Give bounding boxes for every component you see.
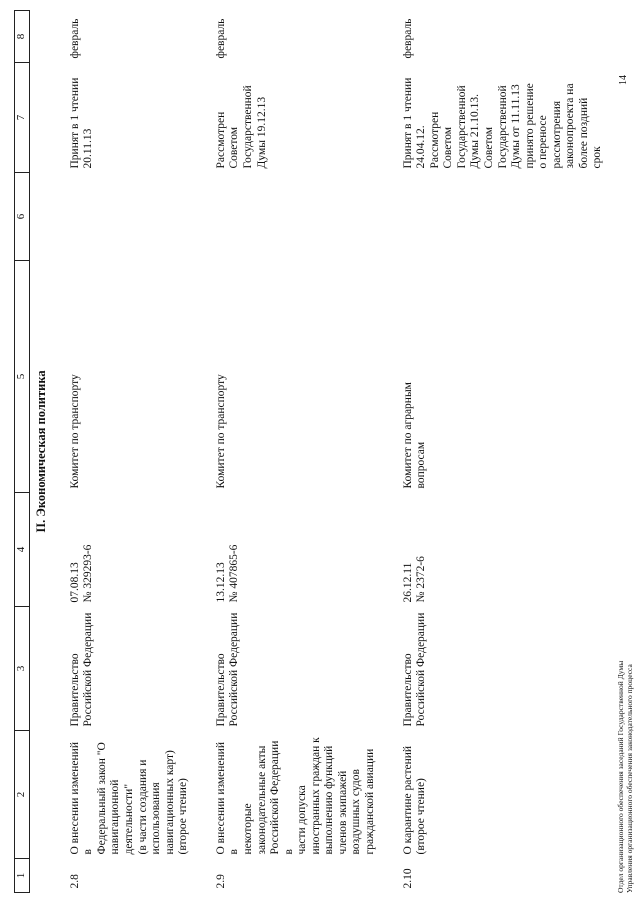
- text-line: о переносе: [537, 115, 550, 169]
- text-line: Комитет по транспорту: [68, 374, 81, 489]
- responsible-committee: [201, 261, 388, 493]
- text-line: Рассмотрен: [428, 111, 441, 169]
- text-line: № 2372-6: [415, 556, 428, 603]
- text-line: Комитет по транспорту: [214, 374, 227, 489]
- text-line: рассмотрения: [550, 100, 563, 169]
- column-6-cell: [388, 173, 615, 261]
- text-line: Комитет по аграрным: [401, 382, 414, 489]
- bill-title: [201, 731, 388, 859]
- text-line: Думы от 11.11.13: [510, 84, 523, 169]
- text-line: Правительство: [68, 653, 81, 727]
- text-line: Правительство: [214, 653, 227, 727]
- text-line: части допуска: [296, 785, 309, 855]
- row-number: 2.8: [68, 874, 81, 889]
- responsible-committee: [388, 261, 615, 493]
- text-line: Государственной: [496, 85, 509, 169]
- text-line: № 329293-6: [82, 544, 95, 603]
- text-line: деятельности": [123, 783, 135, 855]
- text-line: Советом: [482, 126, 495, 169]
- text-line: более поздний: [577, 97, 590, 169]
- table-row: [55, 11, 201, 893]
- column-number: 4: [15, 493, 30, 607]
- text-line: законопроекта на: [564, 83, 577, 169]
- text-line: Федеральный закон "О: [95, 742, 108, 855]
- column-6-cell: [201, 173, 388, 261]
- text-line: использования: [150, 782, 163, 855]
- planned-month: февраль: [214, 18, 227, 59]
- text-line: членов экипажей: [336, 770, 349, 855]
- text-line: Рассмотрен: [214, 111, 227, 169]
- text-line: Думы 21.10.13.: [469, 94, 482, 169]
- text-line: законодательные акты: [255, 745, 268, 855]
- text-line: О внесении изменений в: [214, 742, 241, 855]
- text-line: Думы 19.12.13: [255, 96, 268, 169]
- planned-month: февраль: [401, 18, 414, 59]
- text-line: вопросам: [415, 441, 428, 489]
- text-line: некоторые: [241, 803, 254, 855]
- text-line: Государственной: [455, 85, 468, 169]
- text-line: Российской Федерации в: [269, 740, 295, 855]
- column-number: 6: [15, 173, 30, 261]
- column-number: 3: [15, 607, 30, 731]
- text-line: гражданской авиации: [364, 748, 376, 855]
- text-line: 20.11.13: [82, 128, 95, 169]
- text-line: навигационной: [109, 779, 122, 855]
- text-line: принято решение: [523, 83, 536, 169]
- planned-month: февраль: [68, 18, 81, 59]
- text-line: 26.12.11: [401, 562, 414, 603]
- column-number: 7: [15, 63, 30, 173]
- bill-author: [201, 607, 388, 731]
- text-line: Советом: [228, 126, 241, 169]
- footer-department-line: Отдел организационного обеспечения заседаний Государственной Думы: [616, 660, 625, 893]
- text-line: выполнению функций: [323, 745, 336, 855]
- bill-author: [55, 607, 201, 731]
- text-line: Государственной: [241, 85, 254, 169]
- text-line: Российской Федерации: [415, 612, 428, 727]
- bill-status: [388, 63, 615, 173]
- row-number: 2.9: [214, 874, 227, 889]
- column-6-cell: [55, 173, 201, 261]
- text-line: Советом: [442, 126, 455, 169]
- text-line: 13.12.13: [214, 562, 227, 603]
- text-line: иностранных граждан к: [309, 737, 322, 855]
- text-line: О внесении изменений в: [68, 742, 95, 855]
- section-row: [30, 11, 55, 893]
- row-number: 2.10: [401, 868, 414, 889]
- footer: [616, 293, 635, 893]
- text-line: Российской Федерации: [228, 612, 241, 727]
- bill-author: [388, 607, 615, 731]
- text-line: навигационных карт): [163, 750, 176, 855]
- column-number: 1: [15, 859, 30, 893]
- responsible-committee: [55, 261, 201, 493]
- text-line: 07.08.13: [68, 562, 81, 603]
- text-line: Принят в 1 чтении: [68, 77, 81, 169]
- table-row: [388, 11, 615, 893]
- text-line: срок: [591, 146, 604, 169]
- table-row: [201, 11, 388, 893]
- page-number: 14: [618, 75, 629, 85]
- text-line: Российской Федерации: [82, 612, 95, 727]
- column-number: 2: [15, 731, 30, 859]
- footer-division-line: Управления организационного обеспечения законодательного процесса: [625, 664, 635, 893]
- column-number-row: [15, 11, 30, 893]
- column-number: 8: [15, 11, 30, 63]
- registration-info: [388, 493, 615, 607]
- bill-status: [55, 63, 201, 173]
- text-line: О карантине растений: [401, 745, 414, 855]
- text-line: (второе чтение): [415, 778, 428, 855]
- text-line: Правительство: [401, 653, 414, 727]
- text-line: (второе чтение): [177, 778, 190, 855]
- bill-title: [388, 731, 615, 859]
- column-number: 5: [15, 261, 30, 493]
- registration-info: [201, 493, 388, 607]
- section-title: II. Экономическая политика: [34, 370, 48, 533]
- text-line: (в части создания и: [136, 759, 149, 855]
- text-line: 24.04.12.: [415, 125, 428, 169]
- registration-info: [55, 493, 201, 607]
- text-line: воздушных судов: [350, 769, 363, 855]
- text-line: № 407865-6: [228, 544, 241, 603]
- legislation-table: [14, 10, 615, 893]
- bill-status: [201, 63, 388, 173]
- bill-title: [55, 731, 201, 859]
- text-line: Принят в 1 чтении: [401, 77, 414, 169]
